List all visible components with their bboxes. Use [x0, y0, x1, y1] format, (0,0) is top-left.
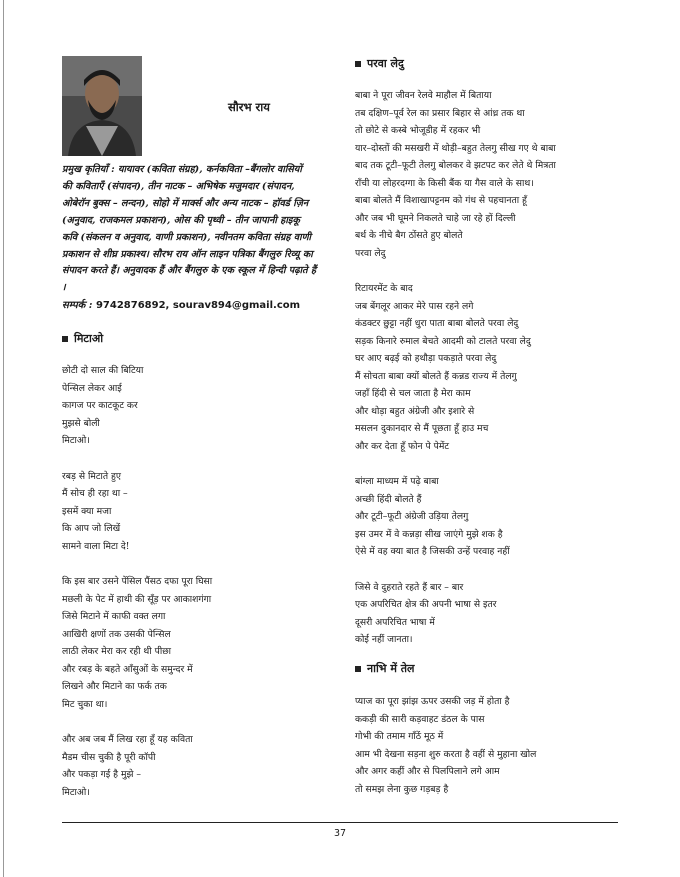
poem-line: ऐसे में वह क्या बात है जिसकी उन्हें परवाह नहीं	[355, 546, 510, 557]
poem-line: रिटायरमेंट के बाद	[355, 283, 413, 294]
poem-line: मैडम चीस चुकी है पूरी कॉपी	[62, 751, 156, 763]
stanza	[355, 280, 556, 455]
poem-line: मिटाओ।	[62, 786, 90, 798]
contact-label: सम्पर्क :	[62, 300, 93, 311]
poem-line: जब बेंगलूर आकर मेरे पास रहने लगे	[355, 300, 474, 312]
poem-line: इसमें क्या मजा	[62, 505, 112, 517]
poem-line: तो छोटे से कस्बे भोजूडीह में रहकर भी	[355, 125, 481, 136]
bio-line: कवि (संकलन व अनुवाद, वाणी प्रकाशन), नवीनतम कविता संग्रह वाणी	[62, 231, 312, 243]
poem-line: परवा लेदु	[355, 247, 386, 259]
poem-line: तब दक्षिण–पूर्व रेल का प्रसार बिहार से आंध्र तक था	[355, 107, 525, 119]
poem-title-miṭāo	[62, 331, 103, 346]
poem-line: और थोड़ा बहुत अंग्रेजी और इशारे से	[355, 405, 475, 417]
poem-line: रबड़ से मिटाते हुए	[62, 470, 121, 482]
poem-line: बर्थ के नीचे बैग ठोंसते हुए बोलते	[355, 230, 463, 241]
poem-line: जिसे मिटाने में काफी वक्त लगा	[62, 611, 166, 622]
poem-title-nabhi-mein-tel	[355, 661, 415, 676]
author-bio	[62, 162, 334, 297]
poem-line: यार–दोस्तों की मसखरी में थोड़ी–बहुत तेलगु सीख गए थे बाबा	[355, 142, 556, 154]
stanza	[355, 579, 556, 649]
stanza	[62, 573, 212, 713]
poem-line: जिसे वे दुहराते रहते हैं बार – बार	[355, 581, 464, 593]
poem-line: और पकड़ा गई है मुझे –	[62, 769, 141, 780]
poem-line: कोई नहीं जानता।	[355, 634, 413, 645]
poem-line: दूसरी अपरिचित भाषा में	[355, 616, 435, 628]
stanza	[62, 468, 212, 556]
poem-line: सामने वाला मिटा दे!	[62, 540, 130, 552]
poem-line: प्याज का पूरा झांझ ऊपर उसकी जड़ में होता है	[355, 696, 510, 707]
poem-line: अच्छी हिंदी बोलते हैं	[355, 493, 422, 505]
stanza	[62, 362, 212, 450]
poem-line: बाबा ने पूरा जीवन रेलवे माहौल में बिताया	[355, 90, 492, 101]
poem-line: जहाँ हिंदी से चल जाता है मेरा काम	[355, 388, 471, 399]
poem-line: राँची या लोहरदग्गा के किसी बैंक या गैस वाले के साथ।	[355, 177, 534, 189]
author-photo	[62, 56, 142, 156]
poem-title: मिटाओ	[74, 332, 104, 345]
poem-line: इस उमर में वे कन्नड़ा सीख जाएंगे मुझे शक है	[355, 528, 503, 540]
footer-divider	[62, 822, 618, 823]
poem-line: लाठी लेकर मेरा कर रही थी पीछा	[62, 646, 172, 657]
page-edge-line	[3, 0, 4, 877]
poem-line: ककड़ी की सारी कड़वाहट डंठल के पास	[355, 713, 485, 725]
square-bullet-icon	[355, 61, 361, 67]
poem-title: परवा लेदु	[367, 57, 404, 70]
poem-line: बांग्ला माध्यम में पढ़े बाबा	[355, 476, 439, 487]
poem-line: मुझसे बोली	[62, 417, 100, 429]
poem-line: घर आए बढ़ई को हथौड़ा पकड़ाते परवा लेदु	[355, 353, 497, 364]
poem-line: आम भी देखना सड़ना शुरु करता है वहीं से मुहाना खोल	[355, 748, 537, 760]
poem-line: एक अपरिचित क्षेत्र की अपनी भाषा से इतर	[355, 599, 497, 610]
poem-body	[62, 362, 212, 801]
bio-line: ।	[62, 282, 66, 294]
poem-line: मिटाओ।	[62, 435, 90, 446]
poem-line: कंडक्टर छुट्टा नहीं धुरा पाता बाबा बोलते परवा लेदु	[355, 318, 519, 329]
poem-line: मैं सोच ही रहा था –	[62, 488, 128, 499]
poem-line: छोटी दो साल की बिटिया	[62, 365, 144, 376]
bio-line: (अनुवाद, राजकमल प्रकाशन), ओस की पृथ्वी – तीन जापानी हाइकू	[62, 214, 300, 226]
author-contact	[62, 297, 300, 311]
poem-line: बाबा बोलते मैं विशाखापट्टनम को गंध से पहचानता हूँ	[355, 195, 527, 206]
poem-line: सड़क किनारे रुमाल बेचते आदमी को टालते परवा लेदु	[355, 335, 531, 347]
poem-line: कि आप जो लिखें	[62, 523, 121, 534]
square-bullet-icon	[355, 666, 361, 672]
poem-line: और अब जब मैं लिख रहा हूँ यह कविता	[62, 734, 193, 745]
page-number: 37	[333, 828, 347, 839]
poem-line: मिट चुका था।	[62, 698, 108, 710]
poem-title: नाभि में तेल	[367, 662, 415, 675]
stanza	[355, 693, 536, 798]
square-bullet-icon	[62, 336, 68, 342]
bio-line: की कविताएँ (संपादन), तीन नाटक – अभिषेक मजुमदार (संपादन,	[62, 180, 295, 192]
contact-value: 9742876892, sourav894@gmail.com	[92, 300, 301, 311]
poem-line: कागज पर काटकूट कर	[62, 400, 138, 411]
poem-line: और अगर कहीं और से पिलपिलाने लगे आम	[355, 766, 500, 777]
poem-line: मसलन दुकानदार से मैं पूछता हूँ हाउ मच	[355, 423, 489, 434]
poem-line: कि इस बार उसने पेंसिल पैंसठ दफा पूरा घिसा	[62, 576, 213, 587]
bio-line: संपादन करते हैं। अनुवादक हैं और बैंगलुरु के एक स्कूल में हिन्दी पढ़ाते हैं	[62, 265, 317, 277]
poem-line: गोभी की तमाम गाँठें मूठ में	[355, 731, 444, 742]
stanza	[355, 87, 556, 262]
poem-line: और कर देता हूँ फोन पे पेमेंट	[355, 440, 449, 452]
poem-line: लिखने और मिटाने का फर्क तक	[62, 681, 167, 692]
author-name: सौरभ राय	[228, 100, 270, 114]
poem-line: मछली के पेट में हाथी की सूँड़ पर आकाशगंगा	[62, 593, 212, 605]
poem-body	[355, 87, 556, 649]
poem-line: और रबड़ के बहते आँसुओं के समुन्दर में	[62, 663, 193, 675]
bio-line: प्रकाशन से शीघ्र प्रकाश्य। सौरभ राय ऑन लाइन पत्रिका बैंगलुरु रिव्यू का	[62, 248, 313, 260]
poem-line: मैं सोचता बाबा क्यों बोलते हैं कन्नड राज्य में तेलगु	[355, 370, 517, 382]
poem-line: और टूटी–फूटी अंग्रेजी उड़िया तेलगु	[355, 511, 469, 522]
stanza	[355, 473, 556, 561]
bio-line: ओबेरॉन बुक्स – लन्दन), सोहो में मार्क्स और अन्य नाटक – हॉवर्ड ज़िन	[62, 197, 309, 209]
poem-body	[355, 693, 536, 798]
poem-line: और जब भी घूमने निकलते चाहे जा रहे हों दिल्ली	[355, 212, 516, 224]
poem-line: बाद तक टूटी–फूटी तेलगु बोलकर वे झटपट कर लेते थे मित्रता	[355, 160, 556, 171]
poem-line: पेन्सिल लेकर आई	[62, 382, 122, 394]
poem-line: आखिरी क्षणों तक उसकी पेन्सिल	[62, 628, 171, 640]
stanza	[62, 731, 212, 801]
bio-line: प्रमुख कृतियाँ : यायावर (कविता संग्रह), कर्नकविता –बैंगलोर वासियों	[62, 164, 302, 175]
poem-title-parva-ledu	[355, 56, 404, 71]
poem-line: तो समझ लेना कुछ गड़बड़ है	[355, 783, 449, 795]
